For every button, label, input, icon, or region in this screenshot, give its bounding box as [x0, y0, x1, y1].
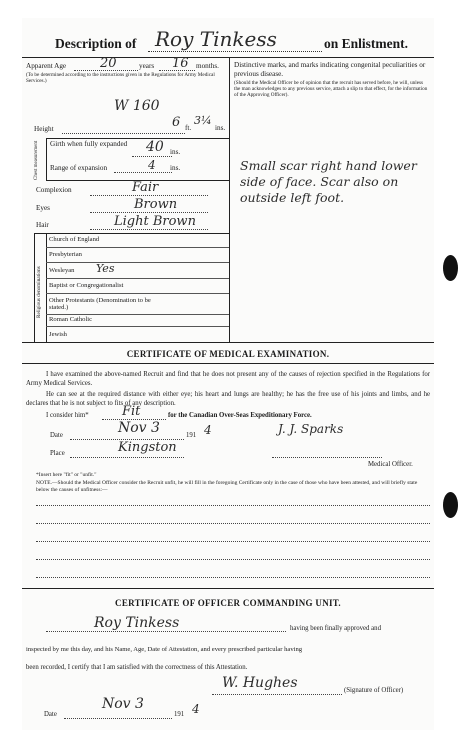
officer-heading: CERTIFICATE OF OFFICER COMMANDING UNIT. — [115, 598, 341, 608]
medical-date-label: Date — [50, 432, 63, 439]
binder-hole-top — [443, 255, 458, 281]
officer-signature-label: (Signature of Officer) — [344, 687, 404, 694]
wesleyan-mark: Yes — [96, 262, 115, 275]
religious-label: Religious denominations — [36, 266, 42, 318]
consider-label: I consider him* — [46, 412, 89, 419]
religion-wesleyan: Wesleyan — [49, 267, 75, 274]
range-value: 4 — [148, 158, 156, 172]
age-months: 16 — [172, 56, 189, 71]
attestation-page: Description of Roy Tinkess on Enlistment. Apparent Age 20 years 16 months. (To be determined according to the instructions given in the Regulations for Army Medical Services.) W 160 Height 6 ft. 3¼ ins. Chest measurement Girth when fully expanded 40 ins. Range of expansion 4 ins. Complexion Fair Eyes Brown Hair Light Brown Religious denominations Church of England Presbyterian Wesleyan Yes Baptist or Congregationalist Other Protestants (Denomination to be stated.) Roman Catholic Jewish Distinctive marks, and marks indicating congenital peculiarities or previous disease. (Should the Medical Officer be of opinion that the recruit has served before, he will, unless the man acknowledges to any previous service, attach a slip to that effect, for the information of the Approving Officer). Small scar right hand lower side of face. Scar also on outside left foot. CERTIFICATE OF MEDICAL EXAMINATION. I have examined the above-named Recruit and find that he does not present any of the causes of rejection specified in the Regulations for Army Medical Services. He can see at the required distance with either eye; his heart and lungs are healthy; he has the free use of his joints and limbs, and he declares that he is not subject to fits of any description. I consider him* Fit for the Canadian Over-Seas Expeditionary Force. Date Nov 3 191 4 J. J. Sparks Place Kingston Medical Officer. *Insert here "fit" or "unfit." NOTE.—Should the Medical Officer consider the Recruit unfit, he will fill in the foregoing Certificate only in the case of those who have been attested, and will briefly state below the causes of unfitness:— CERTIFICATE OF OFFICER COMMANDING UNIT. Roy Tinkess having been finally approved and inspected by me this day, and his Name, Age, Date of Attestation, and every prescribed particular having been recorded, I certify that I am satisfied with the correctness of this Attestation. W. Hughes (Signature of Officer) Date Nov 3 191 4 — [22, 18, 434, 730]
religion-baptist: Baptist or Congregationalist — [49, 282, 124, 289]
height-ft: 6 — [172, 115, 181, 130]
eyes-label: Eyes — [36, 204, 50, 212]
column-divider — [229, 57, 230, 342]
marks-text: Small scar right hand lower side of face. Scar also on outside left foot. — [240, 158, 417, 205]
officer-signature: W. Hughes — [222, 675, 298, 691]
age-years: 20 — [100, 56, 117, 71]
top-rule — [22, 57, 434, 58]
height-in: 3¼ — [194, 114, 212, 127]
header-name-line — [148, 51, 322, 52]
header-name: Roy Tinkess — [155, 27, 277, 51]
range-label: Range of expansion — [50, 164, 108, 172]
years-label: years — [139, 62, 155, 70]
chest-label: Chest measurement — [34, 140, 39, 180]
header-suffix: on Enlistment. — [324, 36, 409, 51]
officer-line3: been recorded, I certify that I am satisfied with the correctness of this Attestation. — [26, 664, 248, 671]
weight-note: W 160 — [114, 98, 160, 114]
girth-label: Girth when fully expanded — [50, 140, 128, 148]
girth-value: 40 — [146, 139, 164, 155]
religion-jewish: Jewish — [49, 331, 67, 338]
consider-value: Fit — [122, 404, 141, 419]
complexion-value: Fair — [132, 180, 159, 195]
officer-date-value: Nov 3 — [102, 696, 144, 712]
insert-note: *Insert here "fit" or "unfit." — [36, 472, 97, 478]
mid-rule — [22, 342, 434, 343]
officer-recruit-name: Roy Tinkess — [94, 615, 180, 631]
medical-signature: J. J. Sparks — [278, 422, 344, 436]
marks-note: (Should the Medical Officer be of opinion that the recruit has served before, he will, unless the man acknowledges to any previous service, attach a slip to that effect, for the information of the Approving Officer). — [234, 80, 428, 98]
force-label: for the Canadian Over-Seas Expeditionary Force. — [168, 412, 312, 419]
nota-text: NOTE.—Should the Medical Officer consider the Recruit unfit, he will fill in the foregoing Certificate only in the case of those who have been attested, and will briefly state below the causes of unfitness:— — [36, 480, 418, 493]
ft-label: ft. — [185, 124, 192, 132]
medical-heading: CERTIFICATE OF MEDICAL EXAMINATION. — [126, 349, 330, 359]
place-value: Kingston — [118, 440, 177, 455]
complexion-label: Complexion — [36, 186, 72, 194]
ins-label: ins. — [215, 124, 226, 132]
marks-heading: Distinctive marks, and marks indicating congenital peculiarities or previous disease. — [234, 61, 426, 78]
binder-hole-bottom — [443, 492, 458, 518]
header-prefix: Description of — [55, 36, 137, 51]
religion-roman-catholic: Roman Catholic — [49, 316, 93, 323]
age-note: (To be determined according to the instructions given in the Regulations for Army Medical Services.) — [26, 72, 215, 84]
officer-line1-tail: having been finally approved and — [290, 625, 381, 632]
eyes-value: Brown — [134, 197, 178, 212]
medical-para1: I have examined the above-named Recruit and find that he does not present any of the causes of rejection specified in the Regulations for Army Medical Services. — [26, 371, 430, 387]
hair-label: Hair — [36, 221, 49, 229]
height-label: Height — [34, 125, 54, 133]
medical-para2: He can see at the required distance with either eye; his heart and lungs are healthy; he has the free use of his joints and limbs, and he declares that he is not subject to fits of any description. — [26, 391, 430, 407]
medical-date-value: Nov 3 — [118, 420, 160, 436]
place-label: Place — [50, 450, 65, 457]
religion-church-of-england: Church of England — [49, 236, 100, 243]
officer-date-label: Date — [44, 711, 57, 718]
months-label: months. — [196, 62, 219, 70]
hair-value: Light Brown — [114, 214, 196, 229]
medical-officer-label: Medical Officer. — [368, 461, 413, 468]
officer-line2: inspected by me this day, and his Name, Age, Date of Attestation, and every prescribed particular having — [26, 646, 303, 653]
religion-presbyterian: Presbyterian — [49, 251, 82, 258]
apparent-age-label: Apparent Age — [26, 62, 67, 70]
religion-other-protestants: Other Protestants (Denomination to be stated.) — [49, 297, 151, 311]
